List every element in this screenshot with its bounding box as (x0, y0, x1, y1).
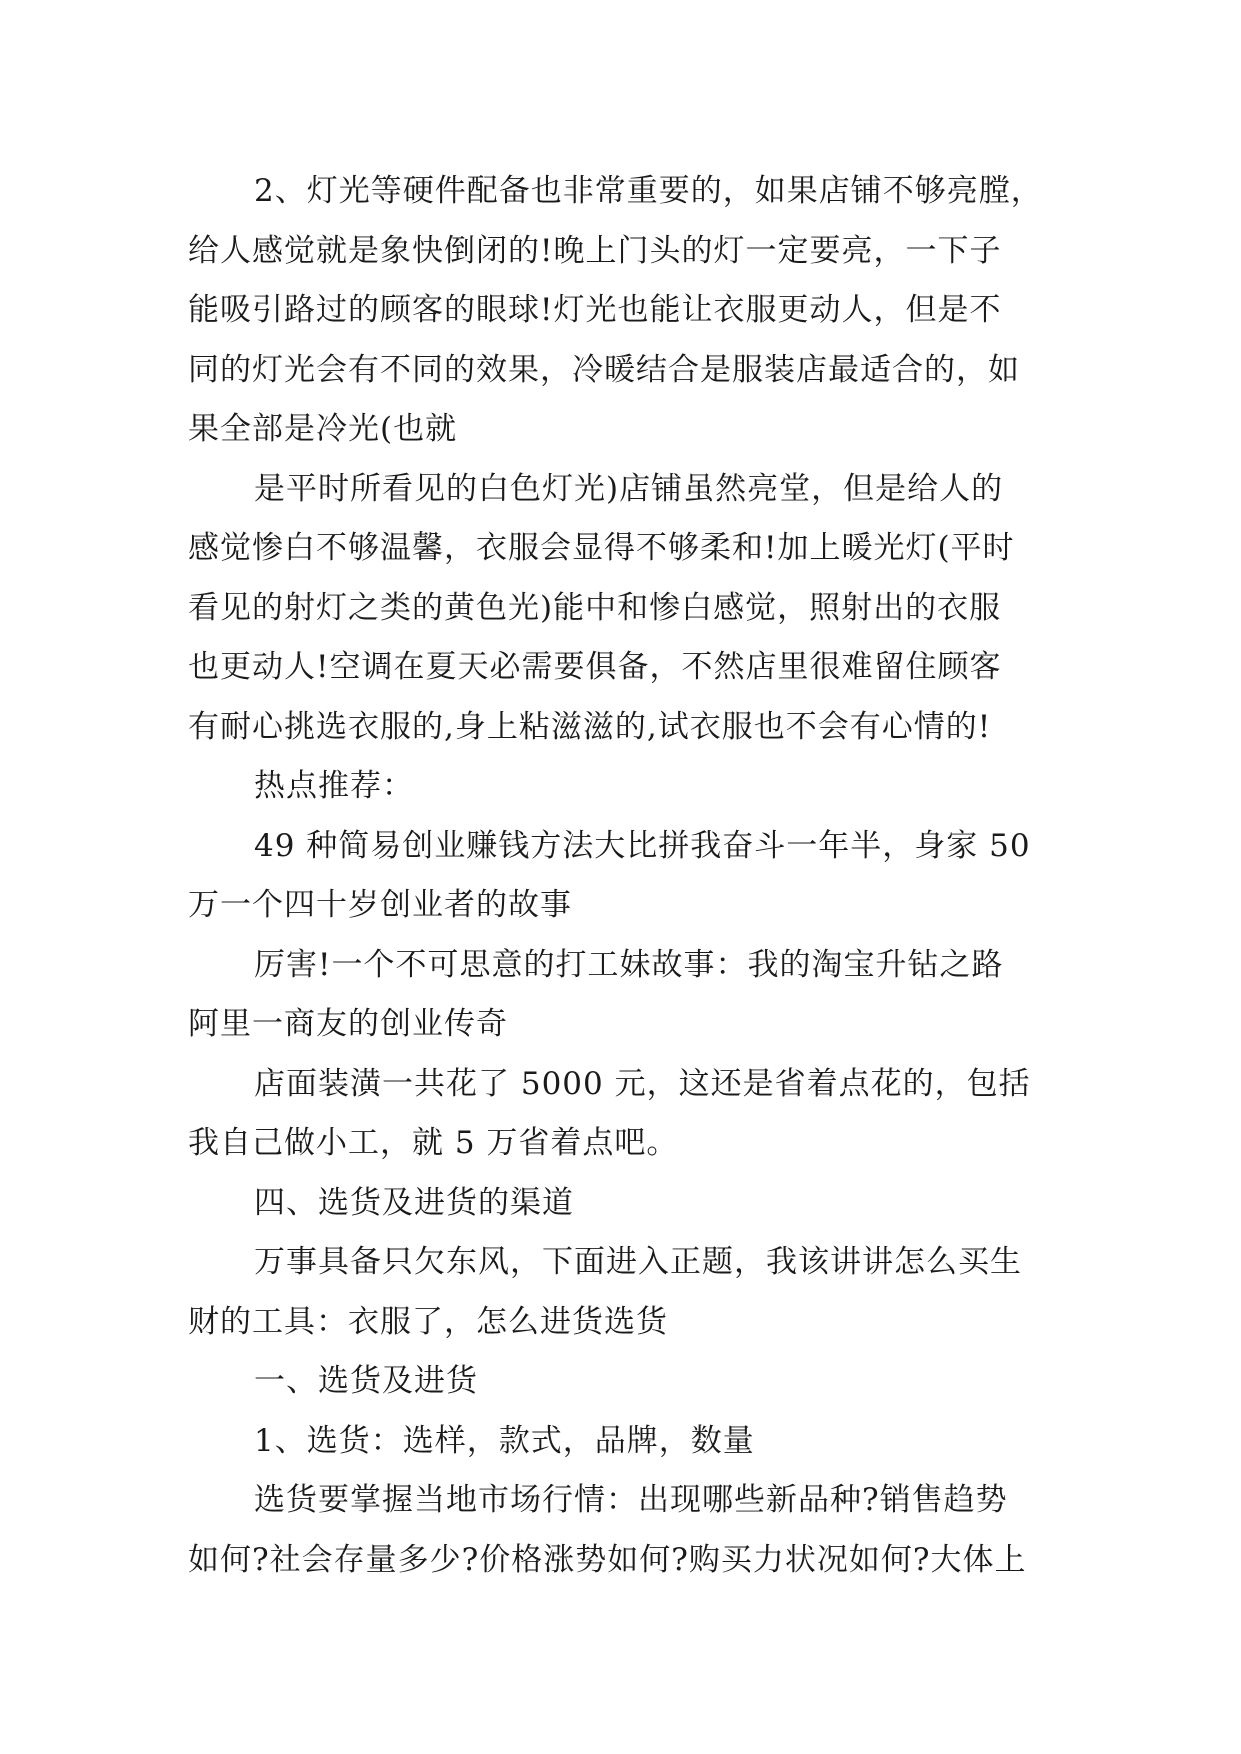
text-line: 我自己做小工，就 5 万省着点吧。 (188, 1125, 679, 1161)
text-line: 同的灯光会有不同的效果，冷暖结合是服装店最适合的，如 (188, 351, 1020, 388)
text-line: 财的工具：衣服了，怎么进货选货 (188, 1303, 668, 1340)
text-line: 有耐心挑选衣服的,身上粘滋滋的,试衣服也不会有心情的! (188, 708, 992, 745)
text-line: 厉害!一个不可思意的打工妹故事：我的淘宝升钻之路 (254, 946, 1004, 983)
text-line: 给人感觉就是象快倒闭的!晚上门头的灯一定要亮，一下子 (188, 232, 1002, 269)
text-line: 1、选货：选样，款式，品牌，数量 (254, 1422, 755, 1459)
text-line: 万事具备只欠东风，下面进入正题，我该讲讲怎么买生 (254, 1244, 1022, 1280)
text-line: 能吸引路过的顾客的眼球!灯光也能让衣服更动人，但是不 (188, 292, 1002, 328)
text-line: 选货要掌握当地市场行情：出现哪些新品种?销售趋势 (254, 1482, 1008, 1518)
text-line: 店面装潢一共花了 5000 元，这还是省着点花的，包括 (254, 1065, 1031, 1102)
text-line: 果全部是冷光(也就 (188, 411, 458, 447)
text-line: 阿里一商友的创业传奇 (188, 1006, 508, 1042)
text-line: 是平时所看见的白色灯光)店铺虽然亮堂，但是给人的 (254, 470, 1004, 507)
text-line: 看见的射灯之类的黄色光)能中和惨白感觉，照射出的衣服 (188, 589, 1002, 626)
text-line: 热点推荐： (254, 768, 414, 804)
text-line: 49 种简易创业赚钱方法大比拼我奋斗一年半，身家 50 (254, 827, 1031, 864)
text-line: 感觉惨白不够温馨，衣服会显得不够柔和!加上暖光灯(平时 (188, 530, 1015, 566)
text-line: 也更动人!空调在夏天必需要俱备，不然店里很难留住顾客 (188, 649, 1002, 685)
text-line: 四、选货及进货的渠道 (254, 1184, 574, 1221)
text-line: 如何?社会存量多少?价格涨势如何?购买力状况如何?大体上 (188, 1541, 1027, 1578)
text-line: 万一个四十岁创业者的故事 (188, 887, 572, 923)
text-line: 2、灯光等硬件配备也非常重要的，如果店铺不够亮膛， (254, 173, 1043, 209)
text-line: 一、选货及进货 (254, 1363, 478, 1399)
document-body (188, 162, 1058, 1590)
